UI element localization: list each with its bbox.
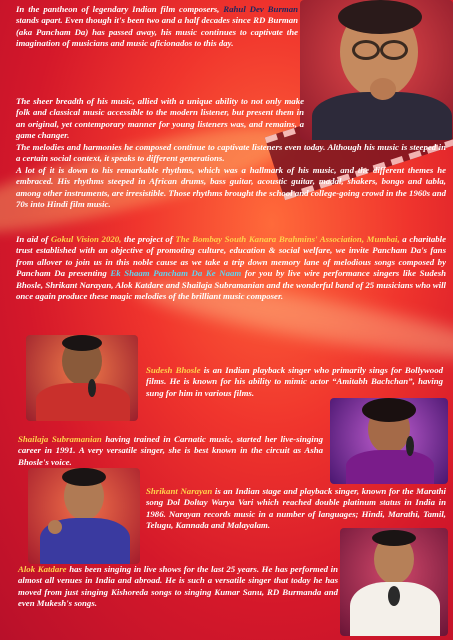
sudesh-bhosle-photo [26,335,138,421]
singer-1-bio: Sudesh Bhosle is an Indian playback singer who primarily sings for Bollywood films. He is known for his ability to mimic actor “Amitabh Bachchan”, having sung for him in various films. [146,365,443,398]
intro-paragraph-3: The melodies and harmonies he composed continue to captivate listeners even today. Although his music is steeped in a certain social context, it speaks to different generations. [16,142,446,164]
intro-paragraph-2: The sheer breadth of his music, allied with a unique ability to not only make folk and classical music accessible to the modern listener, but present them in an original, yet contemporary manner for young listeners was, and remains, a game changer. [16,96,304,141]
shailaja-subramanian-photo [330,398,448,484]
show-title: Ek Shaam Pancham Da Ke Naam [110,268,242,279]
singer-1-name: Sudesh Bhosle [146,365,201,375]
alok-katdare-photo [340,528,448,636]
rd-burman-photo [300,0,453,140]
intro-paragraph-1: In the pantheon of legendary Indian film composers, Rahul Dev Burman stands apart. Even though it's been two and a half decades since RD Burman (aka Pancham Da) has passed away, his music continues to captivate the imagination of musicians and music aficionados to this day. [16,4,298,49]
singer-4-name: Alok Katdare [18,564,67,574]
intro-paragraph-5: In aid of Gokul Vision 2020, the project of The Bombay South Kanara Brahmins' Association, Mumbai, a charitable trust established with an objective of promoting culture, education & social welfare, we invite Pancham Da's fans from allover to join us in this noble cause as we take a trip down memory lane of melodious songs composed by Pancham Da presenting Ek Shaam Pancham Da Ke Naam for you by live wire performance singers like Sudesh Bhosle, Shrikant Narayan, Alok Katdare and Shailaja Subramanian and the wonderful band of 25 musicians who will once again produce these magic melodies of the brilliant music composer. [16,234,447,302]
singer-2-name: Shailaja Subramanian [18,434,102,444]
singer-2-bio: Shailaja Subramanian having trained in Carnatic music, started her live-singing career in 1991. A very versatile singer, she is best known in the circuit as Asha Bhosle's voice. [18,434,324,467]
rd-burman-name: Rahul Dev Burman [223,4,298,14]
singer-3-bio: Shrikant Narayan is an Indian stage and playback singer, known for the Marathi song Dol Doltay Warya Vari which reached double platinum status in India in 1986. Narayan records music in a number of languages; Hindi, Marathi, Tamil, Telugu, Kannada and Malayalam. [146,486,446,531]
intro-paragraph-4: A lot of it is down to his remarkable rhythms, which was a hallmark of his music, and the different themes he embraced. His rhythms steeped in African drums, bass guitar, acoustic guitar, madal, shakers, bongo and tabla, among other instruments, are irresistible. Those rhythms brought the school and college-going crowd in the 1960s and 70s into Hindi film music. [16,165,446,210]
singer-3-name: Shrikant Narayan [146,486,213,496]
shrikant-narayan-photo [28,468,140,564]
singer-4-bio: Alok Katdare has been singing in live shows for the last 25 years. He has performed in almost all venues in India and abroad. He is such a versatile singer that today he has moved from just singing Kishoreda songs to singing Kumar Sanu, RD Burmanda and even Mukesh's songs. [18,564,338,609]
association-name: The Bombay South Kanara Brahmins' Association, Mumbai, [175,234,400,244]
gokul-vision-link: Gokul Vision 2020, [50,234,122,244]
